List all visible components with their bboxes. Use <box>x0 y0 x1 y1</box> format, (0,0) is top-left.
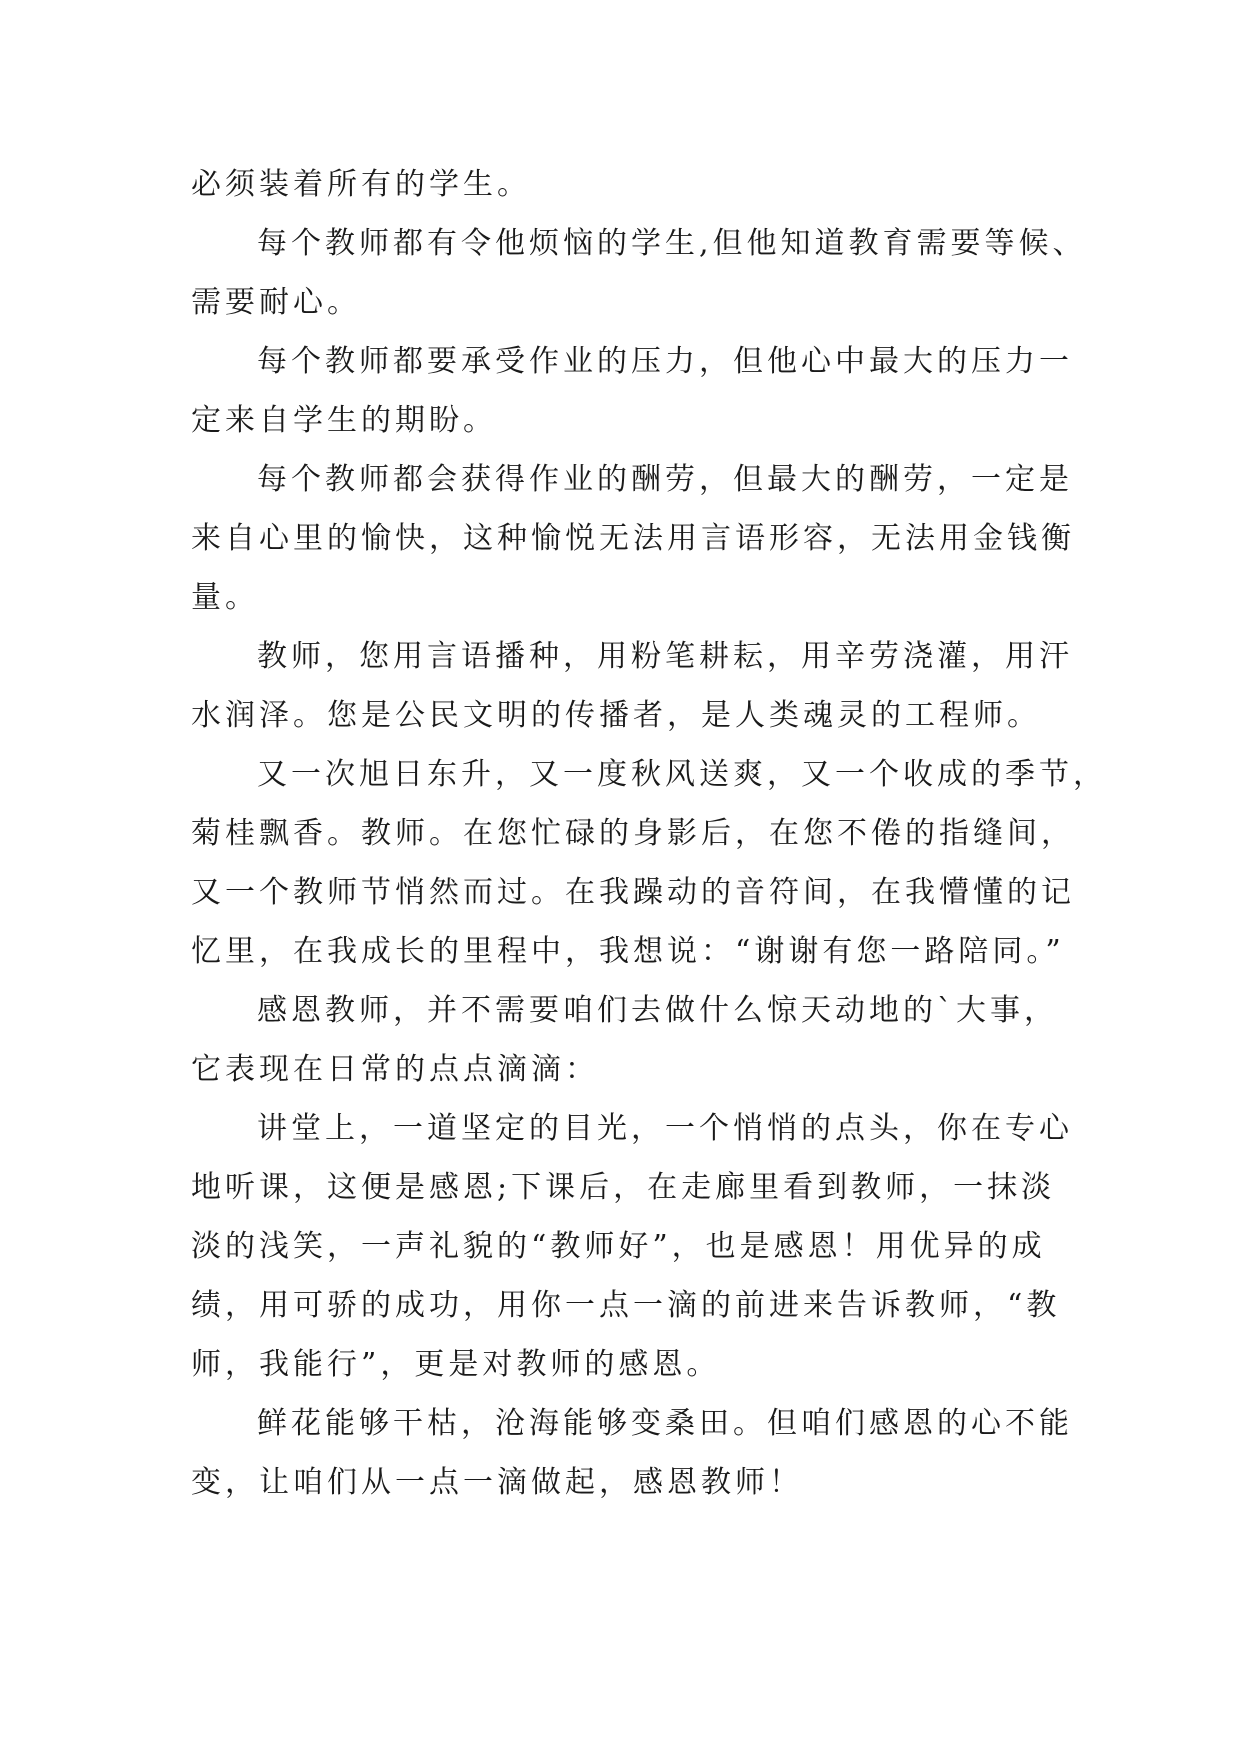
text-line: 量。 <box>191 580 259 615</box>
text-line: 需要耐心。 <box>191 285 361 320</box>
text-line: 每个教师都会获得作业的酬劳，但最大的酬劳，一定是 <box>257 462 1073 497</box>
text-line: 师，我能行”，更是对教师的感恩。 <box>191 1347 721 1382</box>
text-line: 教师，您用言语播种，用粉笔耕耘，用辛劳浇灌，用汗 <box>257 639 1073 674</box>
text-line: 必须装着所有的学生。 <box>191 167 531 202</box>
text-line: 淡的浅笑，一声礼貌的“教师好”，也是感恩！用优异的成 <box>191 1229 1046 1264</box>
text-line: 定来自学生的期盼。 <box>191 403 497 438</box>
text-line: 又一次旭日东升，又一度秋风送爽，又一个收成的季节， <box>257 757 1107 792</box>
text-line: 又一个教师节悄然而过。在我躁动的音符间，在我懵懂的记 <box>191 875 1075 910</box>
text-line: 忆里，在我成长的里程中，我想说：“谢谢有您一路陪同。” <box>191 934 1065 969</box>
text-line: 菊桂飘香。教师。在您忙碌的身影后，在您不倦的指缝间， <box>191 816 1075 851</box>
text-line: 地听课，这便是感恩;下课后，在走廊里看到教师，一抹淡 <box>191 1170 1056 1205</box>
text-line: 来自心里的愉快，这种愉悦无法用言语形容，无法用金钱衡 <box>191 521 1075 556</box>
text-line: 感恩教师，并不需要咱们去做什么惊天动地的`大事， <box>257 993 1058 1028</box>
text-line: 它表现在日常的点点滴滴： <box>191 1052 599 1087</box>
text-line: 每个教师都要承受作业的压力，但他心中最大的压力一 <box>257 344 1073 379</box>
text-line: 讲堂上，一道坚定的目光，一个悄悄的点头，你在专心 <box>257 1111 1073 1146</box>
document-body <box>191 155 1107 1512</box>
text-line: 水润泽。您是公民文明的传播者，是人类魂灵的工程师。 <box>191 698 1041 733</box>
text-line: 每个教师都有令他烦恼的学生,但他知道教育需要等候、 <box>257 226 1087 261</box>
text-line: 绩，用可骄的成功，用你一点一滴的前进来告诉教师，“教 <box>191 1288 1061 1323</box>
text-line: 鲜花能够干枯，沧海能够变桑田。但咱们感恩的心不能 <box>257 1406 1073 1441</box>
text-line: 变，让咱们从一点一滴做起，感恩教师！ <box>191 1465 803 1500</box>
